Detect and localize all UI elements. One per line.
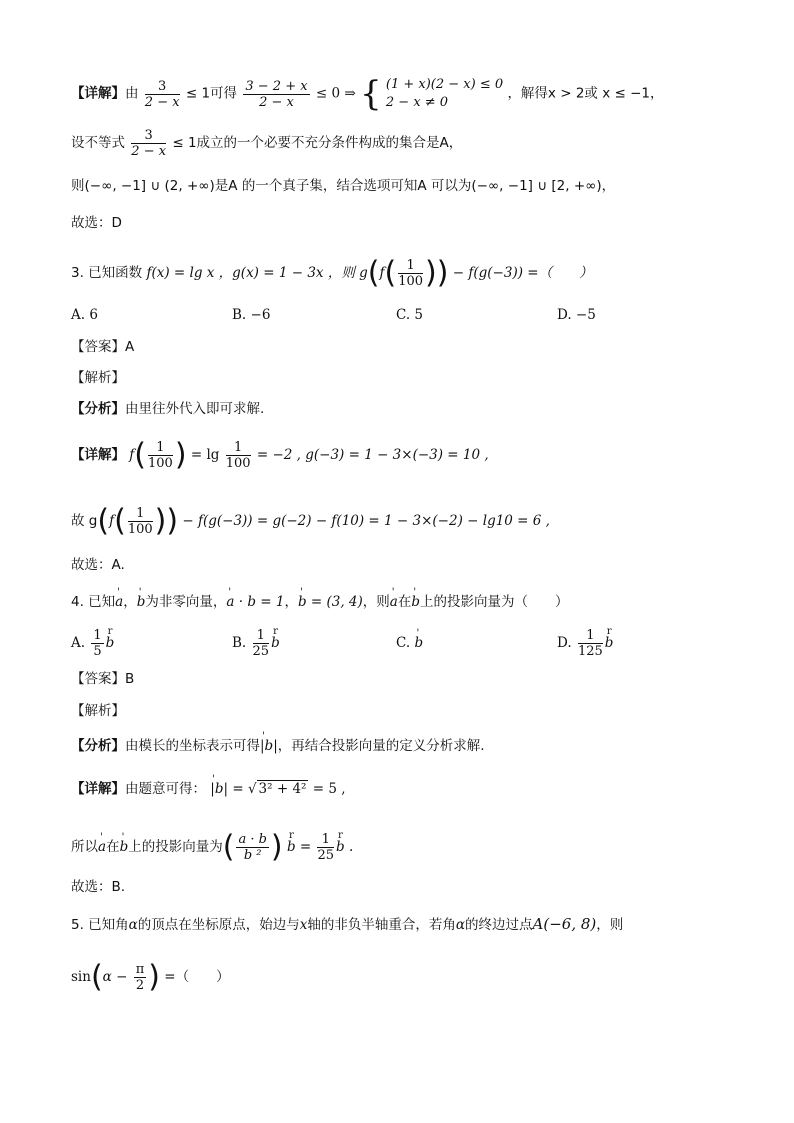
denominator: 125: [577, 644, 603, 659]
text: 由模长的坐标表示可得: [125, 738, 260, 754]
numerator: 1: [148, 440, 173, 456]
text: ，则: [596, 917, 624, 933]
text: = −2 , g(−3) = 1 − 3×(−3) = 10 ,: [256, 447, 489, 463]
text: 设不等式: [71, 135, 125, 151]
q2-line2: [71, 128, 462, 159]
fraction: [243, 79, 309, 110]
paren: )): [425, 255, 449, 291]
denominator: 25: [317, 848, 335, 863]
detail-tag: 【详解】: [71, 85, 125, 102]
q3-choose: 故选：A.: [71, 557, 125, 573]
option-label: C.: [396, 635, 411, 651]
text: α −: [102, 969, 128, 985]
fraction: [91, 628, 103, 659]
detail-tag: 【详解】: [71, 447, 125, 463]
q4-choose: 故选：B.: [71, 879, 126, 895]
vector-b: ' b: [411, 593, 420, 611]
q4-option-b[interactable]: [232, 628, 280, 659]
text: 为非零向量，: [145, 594, 227, 610]
text: sin: [71, 969, 91, 985]
q4-stem: [71, 593, 569, 611]
vector-b-norm: ' |b|: [260, 737, 278, 755]
denominator: 25: [252, 644, 270, 659]
paren: )): [154, 503, 179, 539]
text: − f(g(−3)) = g(−2) − f(10) = 1 − 3×(−2) − lg10 = 6 ,: [182, 513, 550, 529]
text: ≤ 1成立的一个必要不充分条件构成的集合是A，: [172, 135, 463, 151]
text: 的终边过点: [465, 917, 533, 933]
option-label: A.: [71, 635, 86, 651]
text: ，: [284, 594, 298, 610]
vector-b: r b: [106, 634, 115, 652]
q2-choose: 故选：D: [71, 215, 122, 231]
q4-fenxi: [71, 737, 485, 755]
brace-icon: {: [359, 74, 382, 114]
q4-analysis: 【解析】: [71, 703, 125, 719]
text: = lg: [190, 447, 220, 463]
text: ，: [123, 594, 137, 610]
text: f: [129, 447, 135, 463]
x: x: [299, 917, 308, 933]
text: 4. 已知: [71, 594, 116, 610]
fraction: [134, 962, 147, 993]
option-label: D.: [557, 635, 572, 651]
point: A(−6, 8): [532, 915, 597, 933]
fraction: [226, 440, 251, 471]
numerator: 1: [578, 628, 603, 644]
text: r b .: [336, 838, 353, 856]
text: g: [359, 265, 368, 281]
paren: (: [90, 959, 103, 995]
denominator: 100: [398, 274, 424, 289]
q3-answer: 【答案】A: [71, 339, 135, 355]
q4-detail: [71, 780, 346, 798]
paren: ): [270, 829, 283, 865]
text: =（ ）: [164, 969, 230, 985]
text: f: [109, 513, 115, 529]
vector-b-norm: ' |b| =: [210, 780, 243, 798]
inequality: (1 + x)(2 − x) ≤ 0: [385, 77, 504, 92]
paren: (: [134, 437, 147, 473]
numerator: 1: [253, 628, 270, 644]
text: 上的投影向量为（ ）: [420, 594, 569, 610]
alpha: α: [455, 917, 466, 933]
q3-option-b[interactable]: B. −6: [232, 307, 271, 323]
text: 的顶点在坐标原点，始边与: [137, 917, 300, 933]
denominator: 100: [127, 522, 153, 537]
text: ≤ 1可得: [185, 85, 238, 102]
dot-product: ' a · b = 1: [226, 593, 284, 611]
text: 5. 已知角: [71, 917, 129, 933]
fraction: [398, 258, 423, 289]
denominator: 5: [93, 644, 102, 659]
numerator: 1: [128, 506, 153, 522]
q2-line3: 则(−∞, −1] ∪ (2, +∞)是A 的一个真子集，结合选项可知A 可以为(−∞, −1] ∪ [2, +∞)，: [71, 178, 616, 194]
q3-so: [71, 503, 550, 539]
paren: ): [148, 959, 160, 995]
text: ，则: [362, 594, 390, 610]
q4-projection: [71, 829, 354, 865]
sqrt-icon: √: [247, 781, 257, 797]
fraction: [578, 628, 603, 659]
detail-tag: 【详解】: [71, 781, 125, 797]
fraction: [131, 128, 166, 159]
alpha: α: [128, 917, 138, 933]
vector-a: ' a: [98, 838, 106, 856]
q3-stem: [71, 255, 593, 291]
text: ≤ 0 ⇒: [315, 85, 356, 102]
text: 上的投影向量为: [128, 839, 223, 855]
denominator: 2 − x: [131, 144, 167, 159]
numerator: 1: [226, 440, 251, 456]
fraction: [236, 832, 268, 863]
text: r b =: [287, 838, 311, 856]
fraction: [148, 440, 173, 471]
vector-b: ' b: [137, 593, 146, 611]
denominator: 100: [148, 456, 173, 471]
denominator: 2 − x: [144, 94, 180, 110]
vector-b: ' b: [414, 634, 423, 652]
text: ，再结合投影向量的定义分析求解.: [277, 738, 485, 754]
text: = 5 ,: [312, 781, 346, 797]
denominator: b ²: [243, 848, 262, 863]
q3-analysis: 【解析】: [71, 370, 125, 386]
q3-detail: [71, 437, 489, 473]
q3-option-d[interactable]: D. −5: [557, 307, 596, 323]
paren: (: [384, 255, 397, 291]
text: 由题意可得：: [125, 781, 206, 797]
paren: (: [114, 503, 126, 539]
text: 3. 已知函数: [71, 265, 143, 281]
q4-option-d[interactable]: [557, 628, 613, 659]
numerator: 1: [317, 832, 334, 848]
text: f: [379, 265, 385, 281]
q4-answer: 【答案】B: [71, 671, 135, 687]
paren: ): [174, 437, 187, 473]
text: 在: [397, 594, 412, 610]
q5-stem: [71, 915, 623, 934]
numerator: 1: [93, 628, 102, 643]
text: ，解得x > 2或 x ≤ −1，: [507, 85, 664, 102]
vector-b: r b: [271, 634, 280, 652]
denominator: 2 − x: [259, 94, 294, 110]
fenxi-tag: 【分析】: [71, 401, 125, 417]
vector-b: r b: [605, 634, 614, 652]
fenxi-tag: 【分析】: [71, 738, 125, 754]
numerator: π: [135, 962, 145, 977]
numerator: 1: [398, 258, 423, 274]
fraction: [128, 506, 153, 537]
numerator: 3: [131, 128, 166, 144]
fraction: [145, 79, 180, 110]
paren: (: [367, 255, 380, 291]
inequality-system: [386, 76, 503, 112]
vector-a: ' a: [390, 593, 398, 611]
text: f(x) = lg x ，g(x) = 1 − 3x ，则: [146, 265, 355, 281]
text: − f(g(−3)) =（ ）: [452, 265, 593, 281]
radicand: 3² + 4²: [258, 781, 307, 797]
numerator: 3: [145, 79, 180, 95]
text: 由里往外代入即可求解.: [125, 401, 265, 417]
fraction: [317, 832, 334, 863]
inequality: 2 − x ≠ 0: [385, 95, 449, 110]
q5-line2: [71, 959, 230, 995]
q3-option-a[interactable]: A. 6: [71, 307, 98, 323]
text: 轴的非负半轴重合，若角: [307, 917, 456, 933]
q3-fenxi: [71, 400, 264, 418]
paren: (: [97, 503, 110, 539]
vector-b: ' b: [120, 838, 129, 856]
vector-b-coords: ' b = (3, 4): [298, 593, 363, 611]
fraction: [253, 628, 270, 659]
q3-option-c[interactable]: C. 5: [396, 307, 424, 323]
numerator: a · b: [238, 832, 267, 847]
denominator: 100: [225, 456, 251, 471]
text: 故 g: [71, 513, 98, 529]
text: 在: [106, 839, 120, 855]
vector-a: ' a: [115, 593, 123, 611]
paren: (: [222, 829, 235, 865]
q4-option-c[interactable]: [396, 634, 423, 652]
text: 由: [125, 85, 139, 102]
q4-option-a[interactable]: [71, 628, 114, 659]
numerator: 3 − 2 + x: [245, 78, 308, 94]
text: 所以: [71, 839, 98, 855]
denominator: 2: [135, 978, 145, 993]
option-label: B.: [232, 635, 247, 651]
q2-detail-line: [71, 76, 664, 112]
